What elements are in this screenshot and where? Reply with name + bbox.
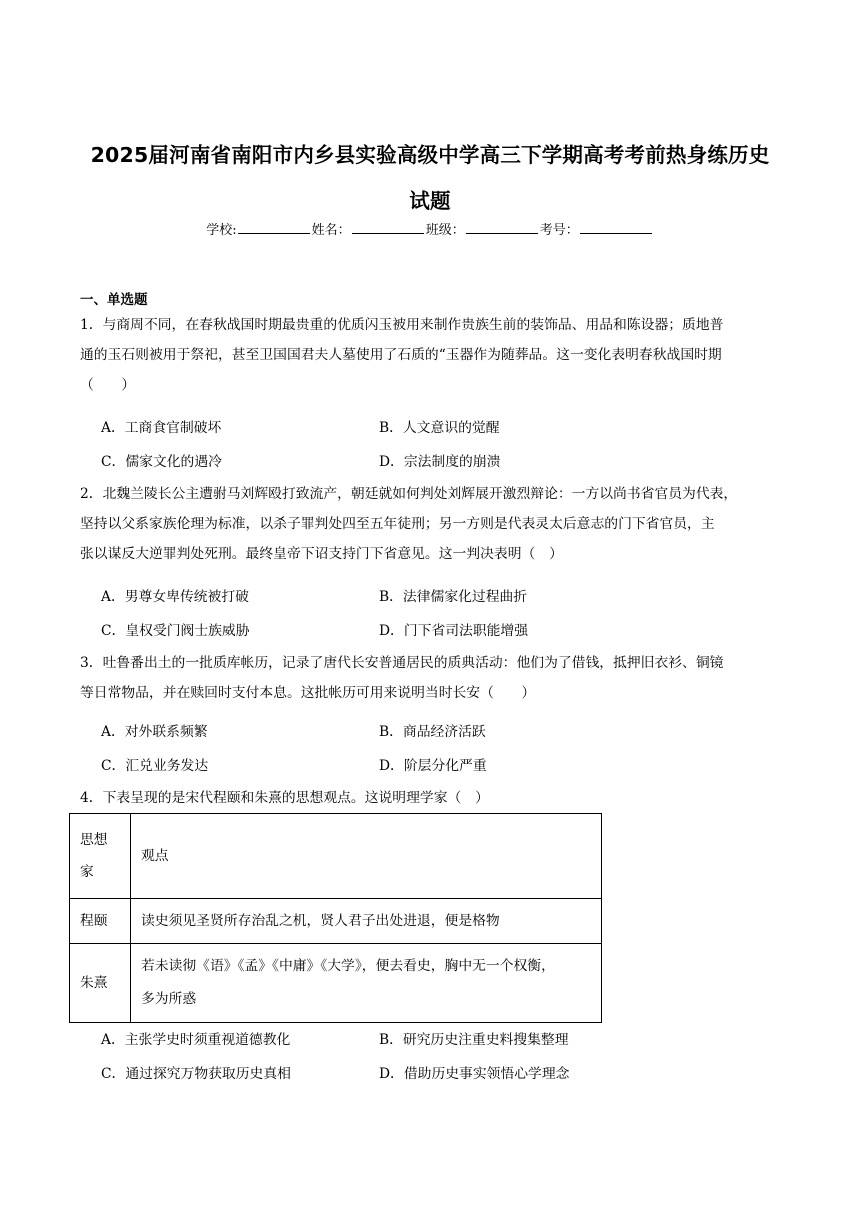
- class-blank: [466, 221, 538, 234]
- question-4-option-b[interactable]: B．研究历史注重史料搜集整理: [379, 1032, 569, 1048]
- table-cell-thinker: 朱熹: [70, 944, 131, 1023]
- table-cell-view: 若未读彻《语》《孟》《中庸》《大学》，便去看史，胸中无一个权衡， 多为所惑: [131, 944, 602, 1023]
- table-cell-view: 读史须见圣贤所存治乱之机，贤人君子出处进退，便是格物: [131, 899, 602, 944]
- question-1-option-c[interactable]: C．儒家文化的遇冷: [101, 454, 222, 470]
- question-2-line: 张以谋反大逆罪判处死刑。最终皇帝下诏支持门下省意见。这一判决表明（ ）: [80, 546, 563, 562]
- exam-title-line2: 试题: [409, 189, 451, 213]
- question-3-line: 3．吐鲁番出土的一批质库帐历，记录了唐代长安普通居民的质典活动：他们为了借钱，抵押旧衣衫、铜镜: [80, 655, 724, 671]
- name-blank: [352, 221, 424, 234]
- question-2-stem: [80, 479, 786, 569]
- question-4-option-c[interactable]: C．通过探究万物获取历史真相: [101, 1066, 291, 1082]
- question-3-option-d[interactable]: D．阶层分化严重: [379, 758, 487, 774]
- table-header-cell: 观点: [131, 814, 602, 899]
- exam-title-line1: 2025届河南省南阳市内乡县实验高级中学高三下学期高考考前热身练历史: [90, 143, 770, 167]
- question-2-line: 坚持以父系家族伦理为标准，以杀子罪判处四至五年徒刑；另一方则是代表灵太后意志的门下省官员，主: [80, 516, 715, 532]
- question-3-line: 等日常物品，并在赎回时支付本息。这批帐历可用来说明当时长安（ ）: [80, 685, 536, 701]
- question-3-option-c[interactable]: C．汇兑业务发达: [101, 758, 209, 774]
- question-4-stem: [80, 783, 786, 813]
- exam-number-blank: [580, 221, 652, 234]
- student-info-line: [60, 219, 800, 238]
- table-row: [70, 899, 602, 944]
- question-1-line: 1．与商周不同，在春秋战国时期最贵重的优质闪玉被用来制作贵族生前的装饰品、用品和陈设器；质地普: [80, 317, 724, 333]
- table-header-cell: 思想 家: [70, 814, 131, 899]
- question-3-stem: [80, 648, 786, 708]
- question-2-option-d[interactable]: D．门下省司法职能增强: [379, 623, 529, 639]
- question-2-line: 2．北魏兰陵长公主遭驸马刘辉殴打致流产，朝廷就如何判处刘辉展开激烈辩论：一方以尚书省官员为代表，: [80, 486, 738, 502]
- exam-number-label: 考号：: [539, 223, 579, 238]
- question-1-line: 通的玉石则被用于祭祀，甚至卫国国君夫人墓使用了石质的“玉器作为随葬品。这一变化表明春秋战国时期: [80, 347, 722, 363]
- section-heading: 一、单选题: [80, 292, 148, 308]
- table-header-row: [70, 814, 602, 899]
- question-2-option-a[interactable]: A．男尊女卑传统被打破: [101, 589, 249, 605]
- question-4-option-a[interactable]: A．主张学史时须重视道德教化: [101, 1032, 291, 1048]
- table-row: [70, 944, 602, 1023]
- question-1-option-d[interactable]: D．宗法制度的崩溃: [379, 454, 501, 470]
- question-4-option-d[interactable]: D．借助历史事实领悟心学理念: [379, 1066, 570, 1082]
- question-2-option-b[interactable]: B．法律儒家化过程曲折: [379, 589, 528, 605]
- question-3-option-a[interactable]: A．对外联系频繁: [101, 724, 208, 740]
- question-1-option-a[interactable]: A．工商食官制破坏: [101, 420, 222, 436]
- question-1-line: （ ）: [80, 377, 136, 393]
- question-3-option-b[interactable]: B．商品经济活跃: [379, 724, 486, 740]
- thinkers-table: [69, 813, 602, 1023]
- table-cell-thinker: 程颐: [70, 899, 131, 944]
- question-4-line: 4．下表呈现的是宋代程颐和朱熹的思想观点。这说明理学家（ ）: [80, 790, 489, 806]
- school-label: 学校:: [206, 223, 237, 238]
- question-2-option-c[interactable]: C．皇权受门阀士族威胁: [101, 623, 250, 639]
- class-label: 班级：: [425, 223, 465, 238]
- question-1-stem: [80, 310, 786, 400]
- name-label: 姓名：: [311, 223, 351, 238]
- question-1-option-b[interactable]: B．人文意识的觉醒: [379, 420, 500, 436]
- school-blank: [238, 221, 310, 234]
